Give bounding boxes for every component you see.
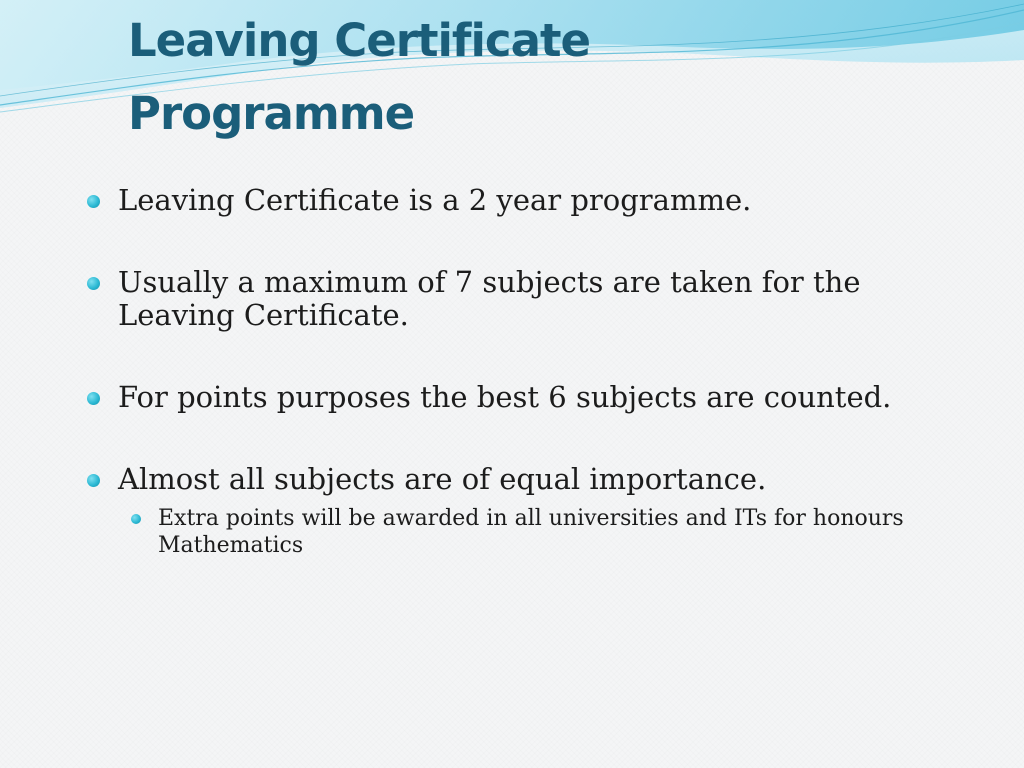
bullet-dot-icon <box>87 474 100 487</box>
bullet-text: Almost all subjects are of equal importance. <box>118 462 767 496</box>
bullet-item <box>118 463 898 496</box>
bullet-text: Leaving Certificate is a 2 year programme. <box>118 183 752 217</box>
bullet-dot-icon <box>87 392 100 405</box>
bullet-dot-icon <box>87 195 100 208</box>
bullet-text: For points purposes the best 6 subjects are counted. <box>118 380 892 414</box>
slide-title-line-2: Programme <box>128 87 415 140</box>
sub-bullet-item <box>158 505 918 559</box>
bullet-text: Usually a maximum of 7 subjects are taken for the Leaving Certificate. <box>118 265 861 332</box>
sub-bullet-dot-icon <box>131 514 141 524</box>
slide-title-line-1: Leaving Certificate <box>128 14 590 67</box>
sub-bullet-text: Extra points will be awarded in all universities and ITs for honours Mathematics <box>158 506 904 558</box>
bullet-dot-icon <box>87 277 100 290</box>
bullet-item <box>118 184 898 217</box>
bullet-item <box>118 266 898 332</box>
bullet-item <box>118 381 898 414</box>
